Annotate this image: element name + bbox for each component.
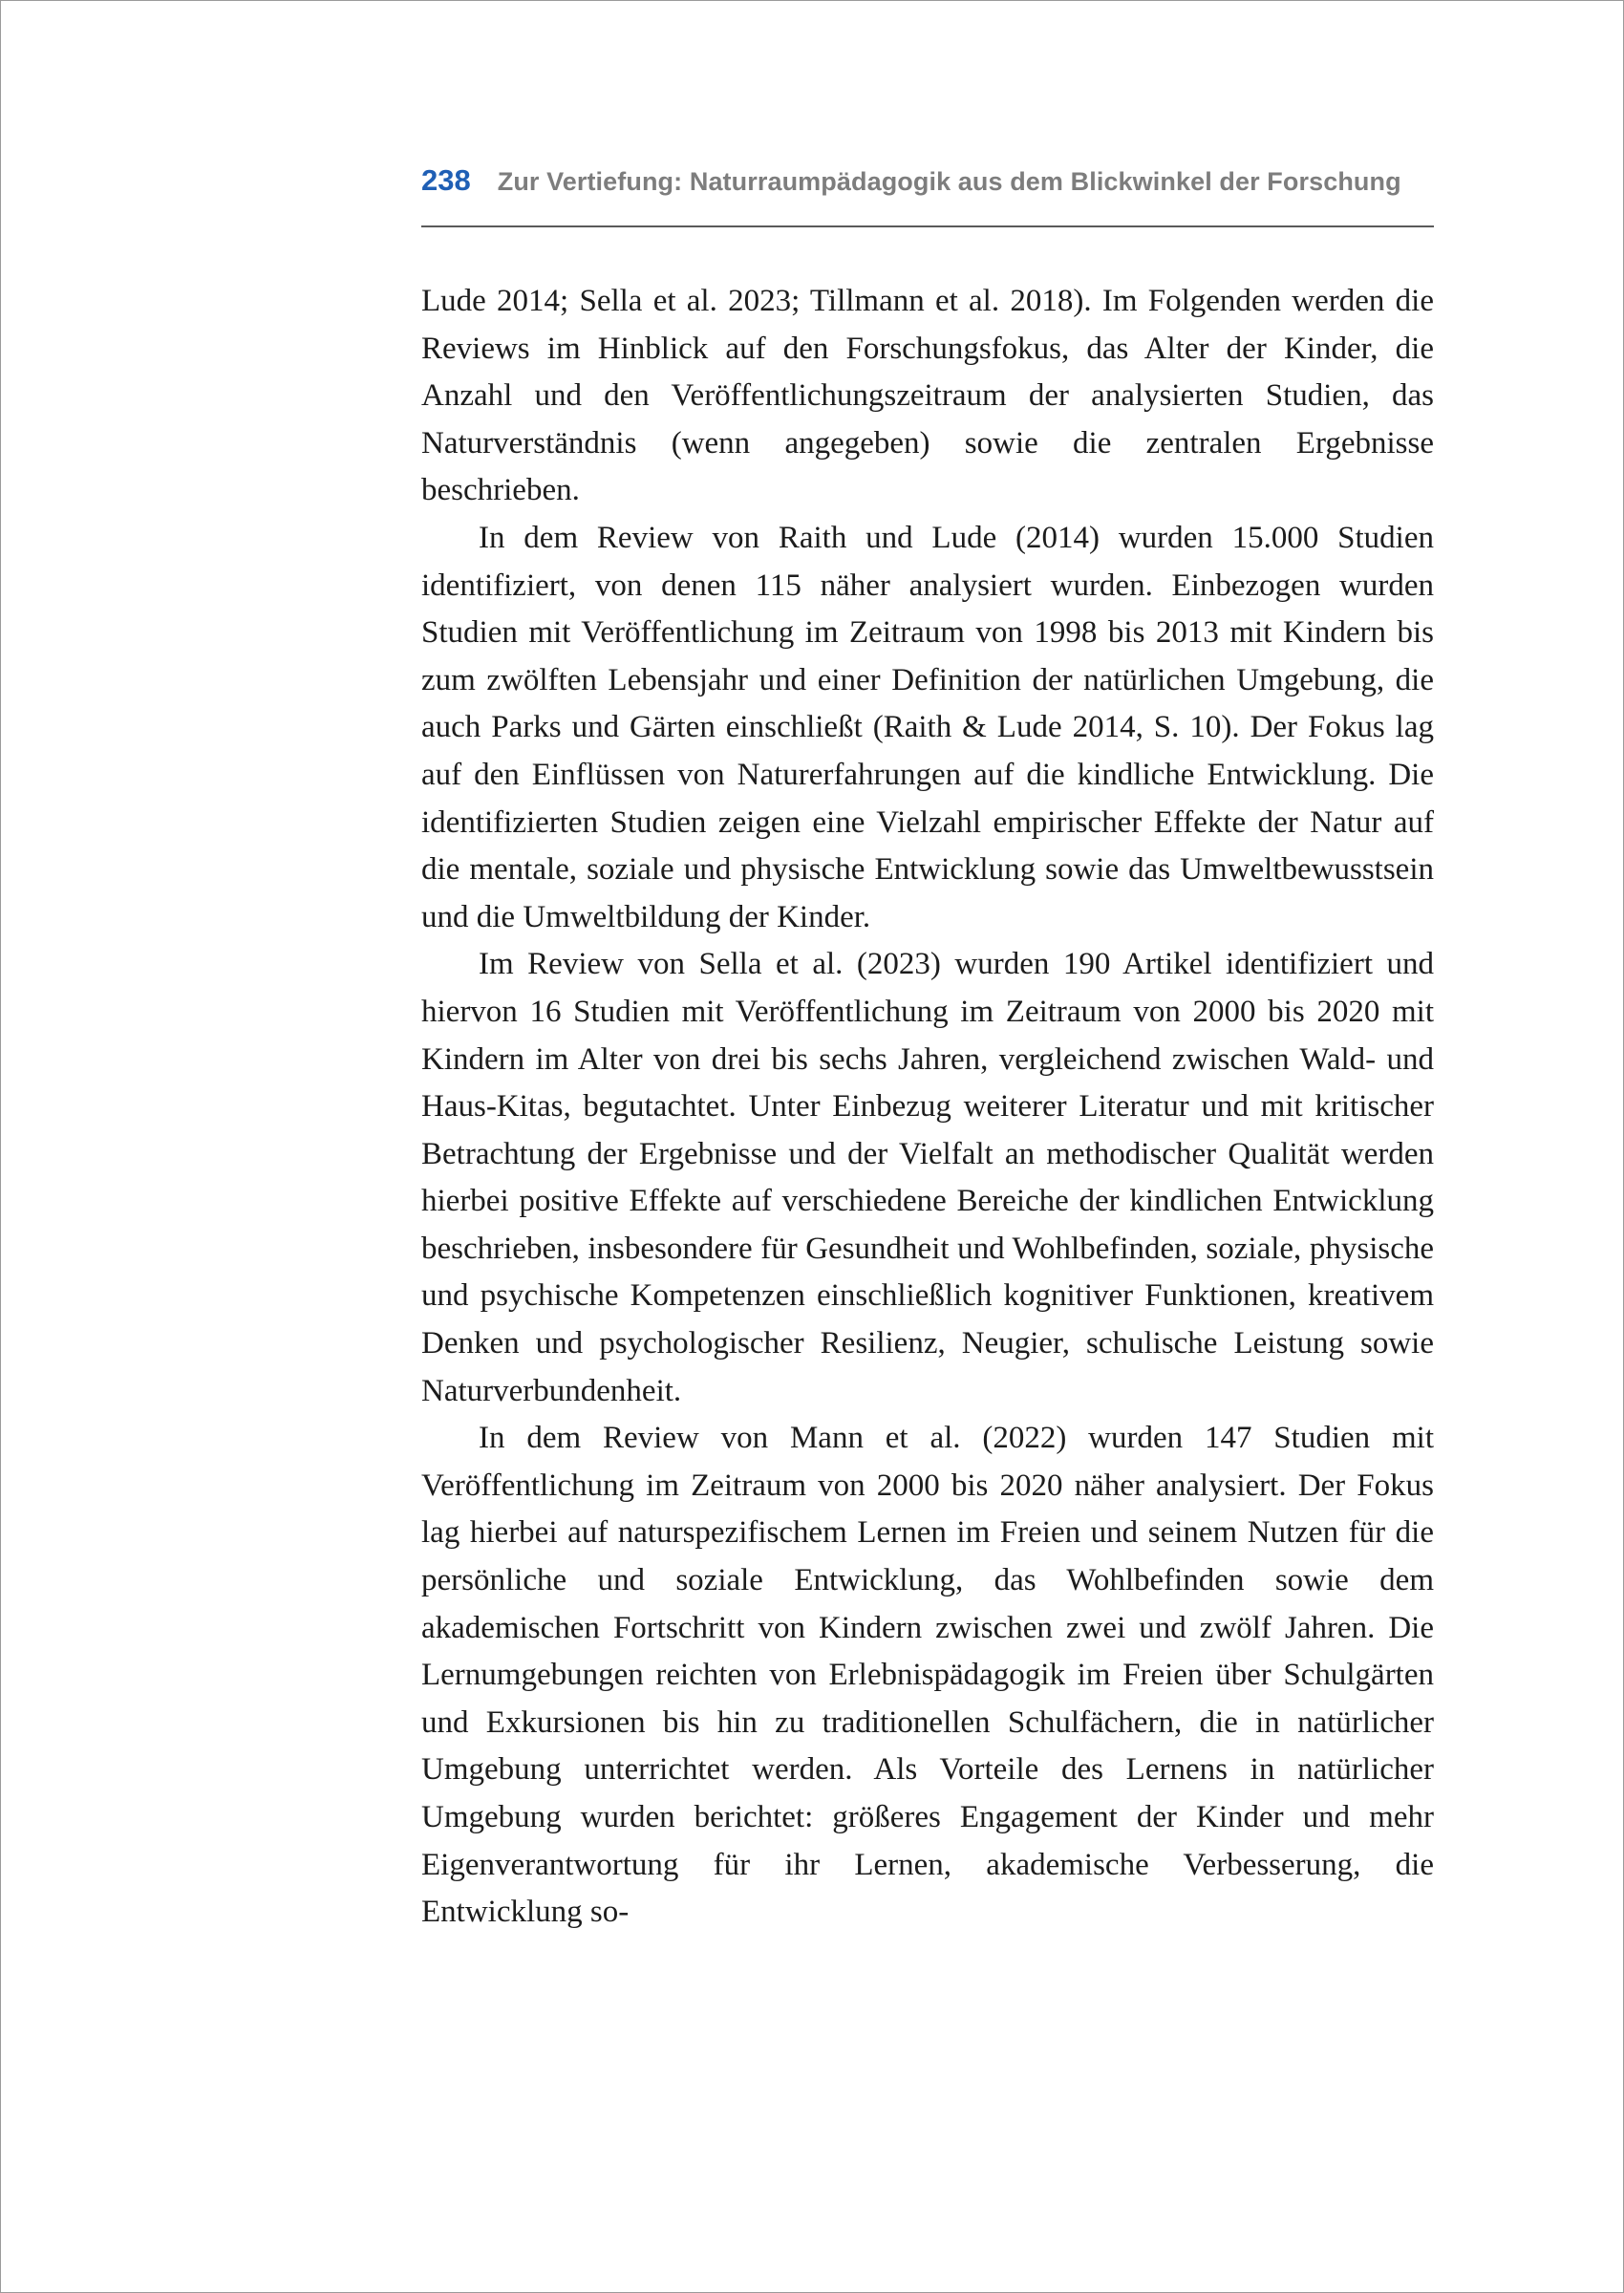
- page-number: 238: [421, 163, 471, 197]
- paragraph-raith-lude-review: In dem Review von Raith und Lude (2014) wurden 15.000 Studien identifiziert, von denen 115 näher analysiert wurden. Einbezogen wurden Studien mit Veröffentlichung im Zeitraum von 1998 bis 2013 mit Kindern bis zum zwölften Lebensjahr und einer Definition der natürlichen Umgebung, die auch Parks und Gärten einschließt (Raith & Lude 2014, S. 10). Der Fokus lag auf den Einflüssen von Naturerfahrungen auf die kindliche Entwicklung. Die identifizierten Studien zeigen eine Vielzahl empirischer Effekte der Natur auf die mentale, soziale und physische Entwicklung sowie das Umweltbewusstsein und die Umweltbildung der Kinder.: [421, 520, 1434, 934]
- header-divider: [421, 225, 1434, 227]
- paragraph-sella-review: Im Review von Sella et al. (2023) wurden 190 Artikel identifiziert und hiervon 16 Studien mit Veröffentlichung im Zeitraum von 2000 bis 2020 mit Kindern im Alter von drei bis sechs Jahren, vergleichend zwischen Wald- und Haus-Kitas, begutachtet. Unter Einbezug weiterer Literatur und mit kritischer Betrachtung der Ergebnisse und der Vielfalt an methodischer Qualität werden hierbei positive Effekte auf verschiedene Bereiche der kindlichen Entwicklung beschrieben, insbesondere für Gesundheit und Wohlbefinden, soziale, physische und psychische Kompetenzen einschließlich kognitiver Funktionen, kreativem Denken und psychologischer Resilienz, Neugier, schulische Leistung sowie Naturverbundenheit.: [421, 947, 1434, 1408]
- running-title: Zur Vertiefung: Naturraumpädagogik aus dem Blickwinkel der Forschung: [497, 167, 1401, 196]
- running-header: [421, 163, 1434, 207]
- paragraph-mann-review: In dem Review von Mann et al. (2022) wurden 147 Studien mit Veröffentlichung im Zeitraum von 2000 bis 2020 näher analysiert. Der Fokus lag hierbei auf naturspezifischem Lernen im Freien und seinem Nutzen für die persönliche und soziale Entwicklung, das Wohlbefinden sowie dem akademischen Fortschritt von Kindern zwischen zwei und zwölf Jahren. Die Lernumgebungen reichten von Erlebnispädagogik im Freien über Schulgärten und Exkursionen bis hin zu traditionellen Schulfächern, die in natürlicher Umgebung unterrichtet werden. Als Vorteile des Lernens in natürlicher Umgebung wurden berichtet: größeres Engagement der Kinder und mehr Eigenverantwortung für ihr Lernen, akademische Verbesserung, die Entwicklung so-: [421, 1421, 1434, 1930]
- body-text: [421, 278, 1434, 1937]
- paragraph-continuation: Lude 2014; Sella et al. 2023; Tillmann et al. 2018). Im Folgenden werden die Reviews im Hinblick auf den Forschungsfokus, das Alter der Kinder, die Anzahl und den Veröffentlichungszeitraum der analysierten Studien, das Naturverständnis (wenn angegeben) sowie die zentralen Ergebnisse beschrieben.: [421, 284, 1434, 508]
